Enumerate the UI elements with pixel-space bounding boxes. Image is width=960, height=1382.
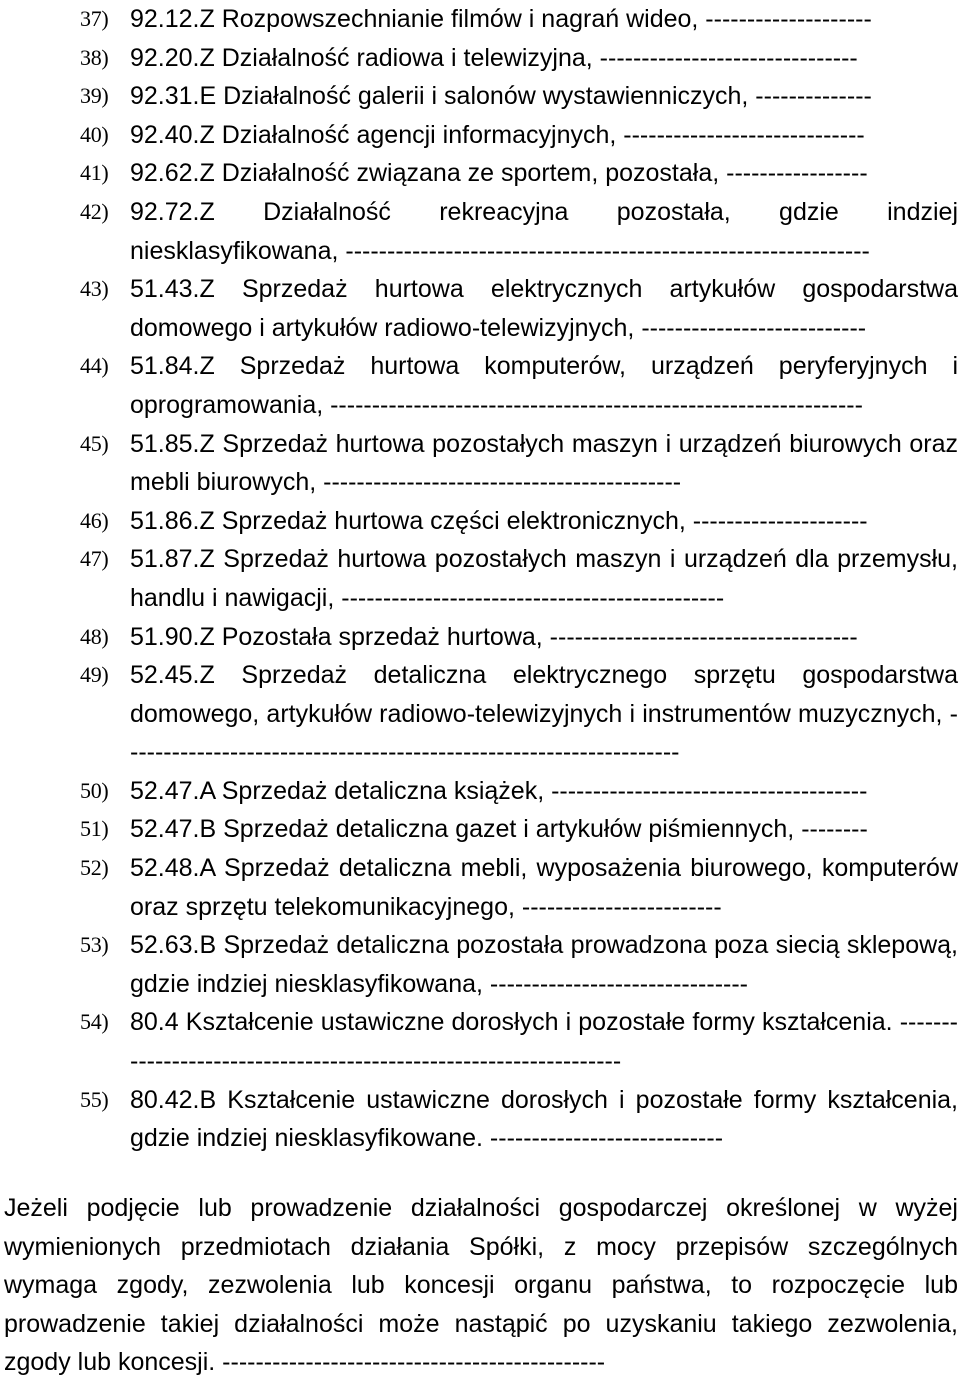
list-item-number: 37) bbox=[80, 6, 109, 31]
list-item-number: 44) bbox=[80, 353, 109, 379]
list-item-number: 46) bbox=[80, 507, 109, 533]
list-item-text: 80.4 Kształcenie ustawiczne dorosłych i pozostałe formy kształcenia. ------------------------------------------------------------------ bbox=[130, 1008, 958, 1076]
list-item-text: 52.45.Z Sprzedaż detaliczna elektrycznego sprzętu gospodarstwa domowego, artykułów radiowo-telewizyjnych i instrumentów muzycznych, ------------------------------------------------------------------- bbox=[130, 661, 958, 767]
list-item-number: 51) bbox=[80, 816, 109, 842]
list-item bbox=[0, 270, 960, 347]
list-item-text: 51.87.Z Sprzedaż hurtowa pozostałych maszyn i urządzeń dla przemysłu, handlu i nawigacji, ---------------------------------------------- bbox=[130, 545, 958, 612]
list-item bbox=[0, 540, 960, 617]
list-item bbox=[0, 425, 960, 502]
list-item-number: 41) bbox=[80, 160, 109, 186]
list-item bbox=[0, 502, 960, 541]
list-item-text: 51.86.Z Sprzedaż hurtowa części elektronicznych, --------------------- bbox=[130, 506, 868, 535]
list-item-number: 43) bbox=[80, 276, 109, 302]
list-item bbox=[0, 618, 960, 657]
list-item-number: 54) bbox=[80, 1009, 109, 1035]
closing-paragraph: Jeżeli podjęcie lub prowadzenie działalności gospodarczej określonej w wyżej wymienionych przedmiotach działania Spółki, z mocy przepisów szczególnych wymaga zgody, zezwolenia lub koncesji organu państwa, to rozpoczęcie lub prowadzenie takiej działalności może nastąpić po uzyskaniu takiego zezwolenia, zgody lub koncesji. ---------------------------------------------- bbox=[4, 1194, 958, 1377]
list-item-text: 51.90.Z Pozostała sprzedaż hurtowa, ------------------------------------- bbox=[130, 622, 858, 651]
list-item-text: 80.42.B Kształcenie ustawiczne dorosłych i pozostałe formy kształcenia, gdzie indziej niesklasyfikowane. ---------------------------- bbox=[130, 1085, 958, 1153]
list-item-text: 92.72.Z Działalność rekreacyjna pozostała, gdzie indziej niesklasyfikowana, --------------------------------------------------------------- bbox=[130, 197, 958, 265]
list-item-number: 49) bbox=[80, 662, 109, 688]
list-item-number: 38) bbox=[80, 44, 109, 70]
list-item bbox=[0, 347, 960, 424]
list-item bbox=[0, 193, 960, 270]
list-item bbox=[0, 656, 960, 772]
list-item-number: 45) bbox=[80, 430, 109, 456]
list-item-number: 48) bbox=[80, 623, 109, 649]
list-item-text: 92.31.E Działalność galerii i salonów wystawienniczych, -------------- bbox=[130, 82, 872, 111]
list-item-text: 52.47.A Sprzedaż detaliczna książek, -------------------------------------- bbox=[130, 776, 868, 805]
list-item-number: 50) bbox=[80, 777, 109, 803]
list-item-number: 53) bbox=[80, 932, 109, 958]
list-item-text: 92.40.Z Działalność agencji informacyjnych, ----------------------------- bbox=[130, 120, 865, 149]
list-item-text: 92.20.Z Działalność radiowa i telewizyjna, ------------------------------- bbox=[130, 43, 858, 72]
list-item bbox=[0, 154, 960, 193]
list-item-text: 92.12.Z Rozpowszechnianie filmów i nagrań wideo, -------------------- bbox=[130, 5, 872, 33]
list-item bbox=[0, 77, 960, 116]
list-item bbox=[0, 116, 960, 155]
list-item-number: 55) bbox=[80, 1086, 109, 1112]
list-item-text: 92.62.Z Działalność związana ze sportem, pozostała, ----------------- bbox=[130, 159, 868, 188]
list-item bbox=[0, 926, 960, 1003]
list-item bbox=[0, 1003, 960, 1080]
list-item-number: 52) bbox=[80, 855, 109, 881]
list-item-number: 42) bbox=[80, 198, 109, 224]
list-item bbox=[0, 849, 960, 926]
list-item-text: 52.48.A Sprzedaż detaliczna mebli, wyposażenia biurowego, komputerów oraz sprzętu telekomunikacyjnego, ------------------------ bbox=[130, 854, 958, 921]
list-item bbox=[0, 0, 960, 39]
list-item-text: 51.84.Z Sprzedaż hurtowa komputerów, urządzeń peryferyjnych i oprogramowania, ---------------------------------------------------------------- bbox=[130, 352, 958, 419]
list-item-text: 51.43.Z Sprzedaż hurtowa elektrycznych artykułów gospodarstwa domowego i artykułów radiowo-telewizyjnych, --------------------------- bbox=[130, 275, 958, 342]
list-item-text: 52.63.B Sprzedaż detaliczna pozostała prowadzona poza siecią sklepową, gdzie indziej niesklasyfikowana, ------------------------------- bbox=[130, 931, 958, 998]
list-item bbox=[0, 772, 960, 811]
list-item-text: 52.47.B Sprzedaż detaliczna gazet i artykułów piśmiennych, -------- bbox=[130, 815, 868, 844]
list-item bbox=[0, 810, 960, 849]
list-item bbox=[0, 1081, 960, 1158]
list-item-text: 51.85.Z Sprzedaż hurtowa pozostałych maszyn i urządzeń biurowych oraz mebli biurowych, ------------------------------------------- bbox=[130, 429, 958, 497]
list-item-number: 40) bbox=[80, 121, 109, 147]
list-item-number: 47) bbox=[80, 546, 109, 572]
list-item-number: 39) bbox=[80, 83, 109, 109]
list-item bbox=[0, 39, 960, 78]
